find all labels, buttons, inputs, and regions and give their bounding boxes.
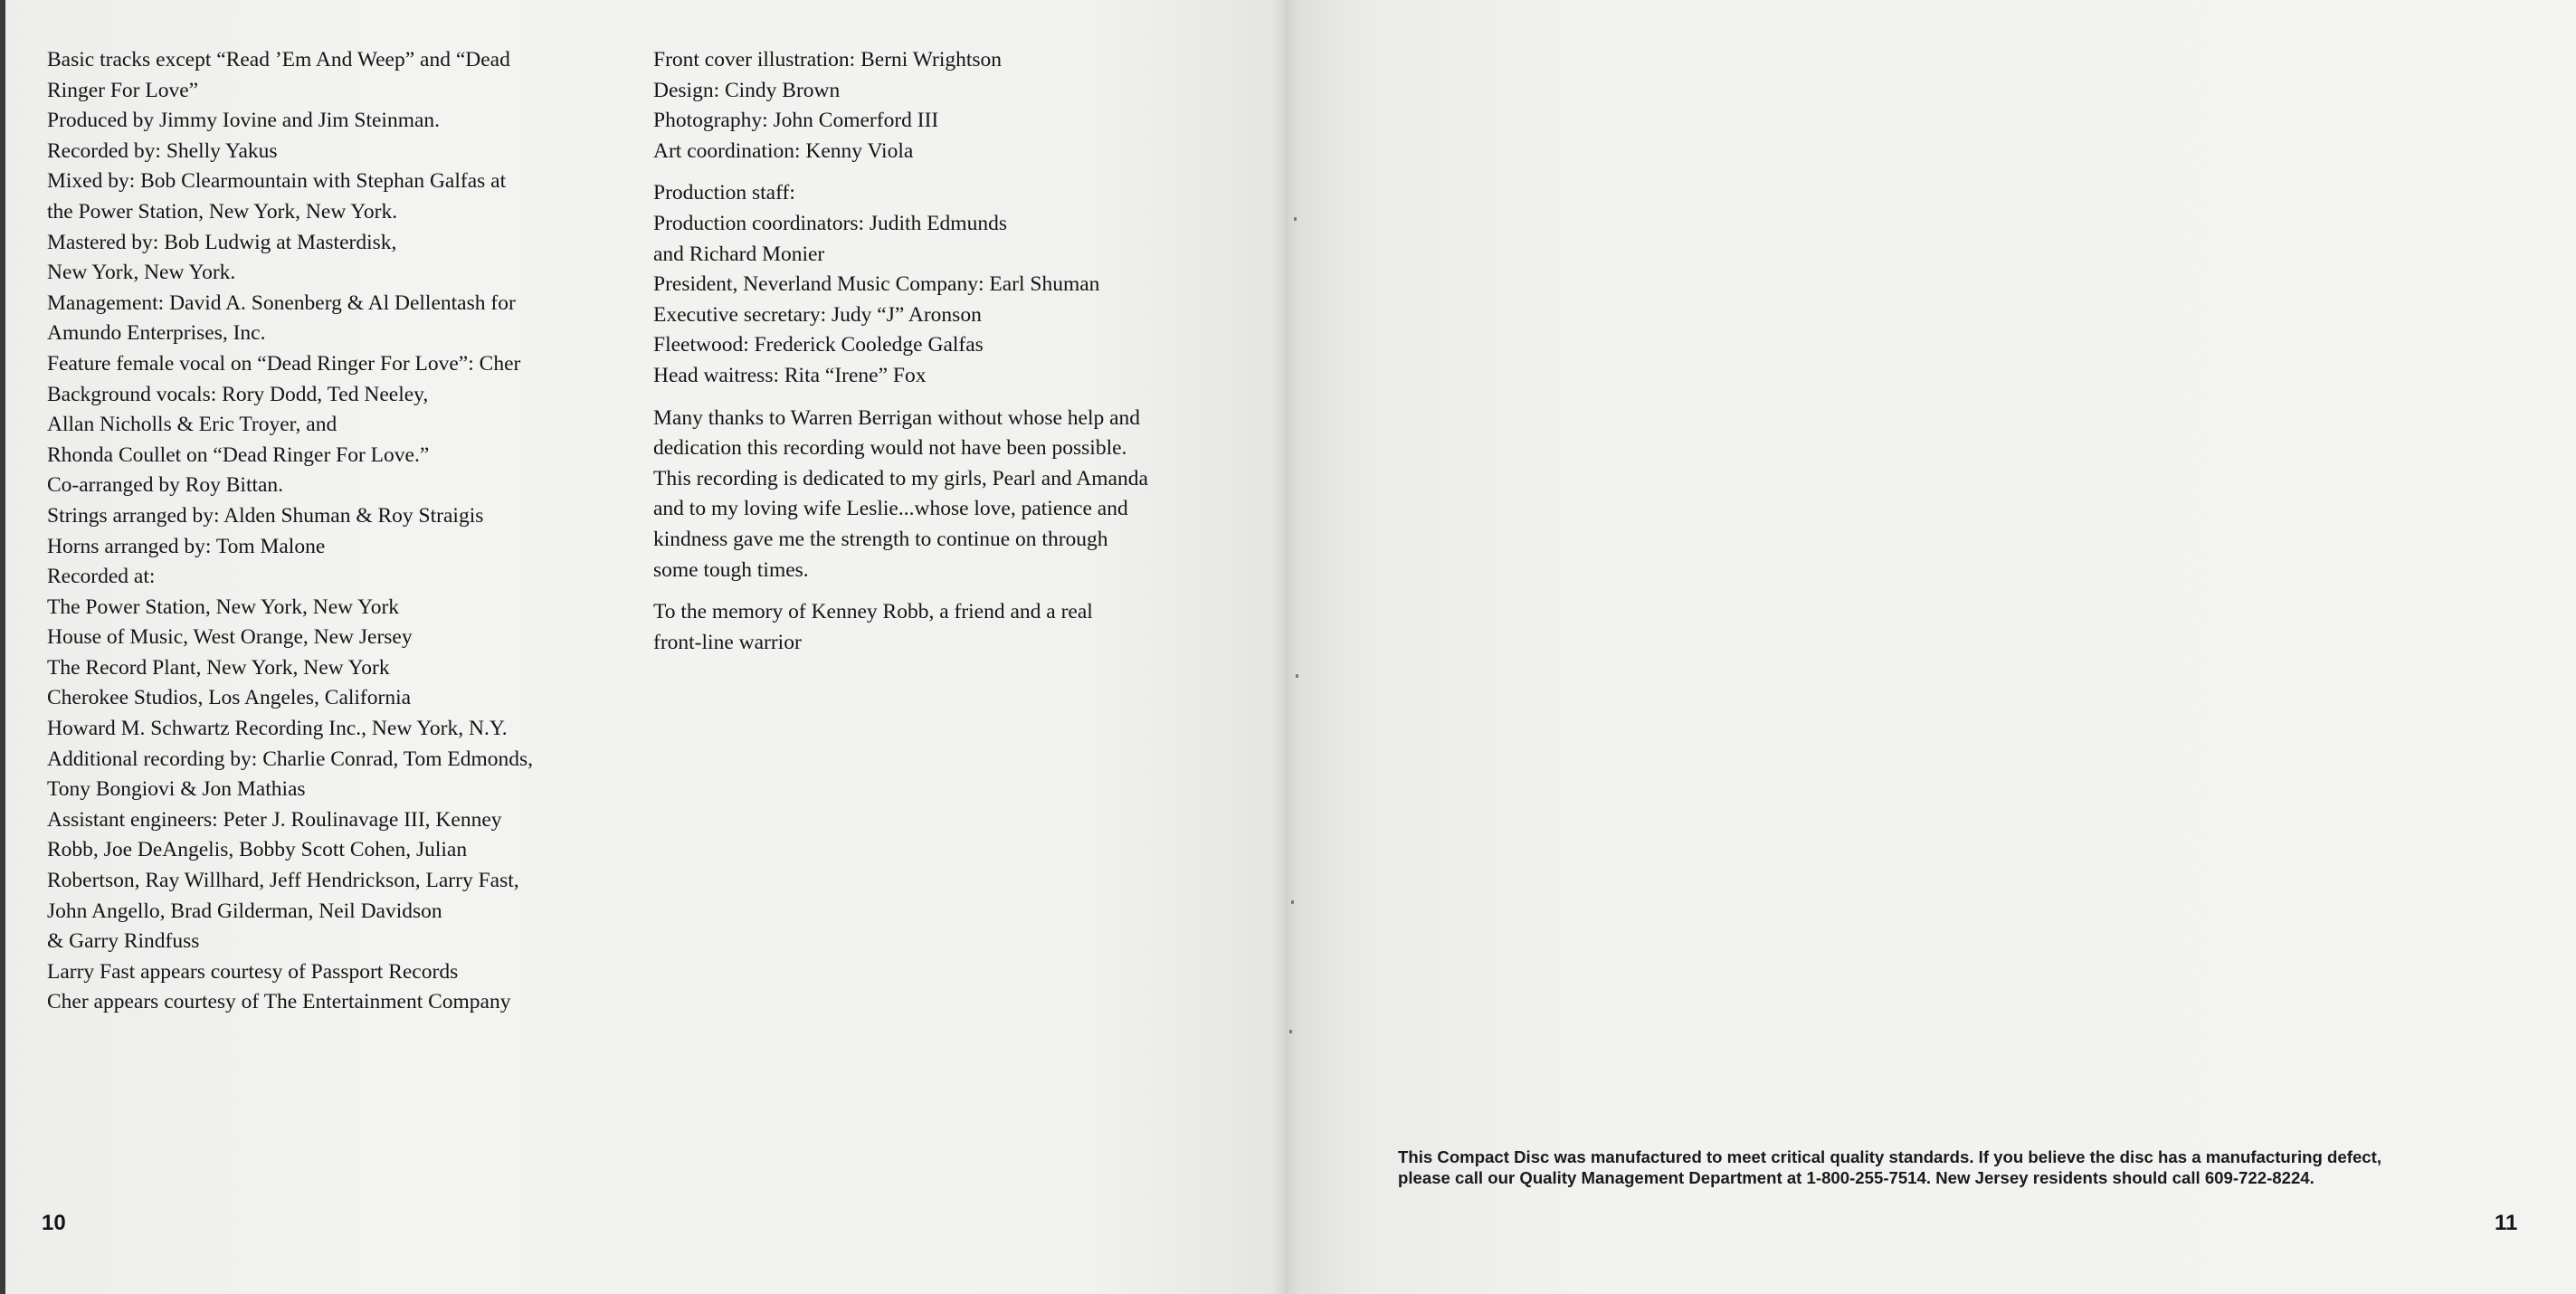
left-page	[0, 0, 1285, 1294]
credit-line: Management: David A. Sonenberg & Al Dellentash for	[47, 290, 516, 315]
credit-line: The Record Plant, New York, New York	[47, 655, 390, 680]
art-credit-line: Art coordination: Kenny Viola	[653, 138, 914, 163]
credit-line: Additional recording by: Charlie Conrad, Tom Edmonds,	[47, 747, 534, 771]
thanks-line: and to my loving wife Leslie...whose love, patience and	[653, 497, 1128, 521]
thanks-line: Many thanks to Warren Berrigan without whose help and	[653, 405, 1141, 430]
credit-line: Robertson, Ray Willhard, Jeff Hendrickson, Larry Fast,	[47, 869, 519, 893]
credit-line: House of Music, West Orange, New Jersey	[47, 625, 413, 650]
memorial-line: front-line warrior	[653, 630, 802, 654]
credit-line: The Power Station, New York, New York	[47, 595, 400, 619]
page-number-right: 11	[2495, 1211, 2518, 1235]
credit-line: Robb, Joe DeAngelis, Bobby Scott Cohen, Julian	[47, 838, 468, 862]
notice-line: please call our Quality Management Department at 1-800-255-7514. New Jersey residents should call 609-722-8224.	[1398, 1168, 2315, 1187]
credit-line: Recorded at:	[47, 565, 156, 589]
production-staff	[653, 178, 1232, 391]
page-number-left: 10	[42, 1211, 66, 1235]
credit-line: Produced by Jimmy Iovine and Jim Steinman.	[47, 109, 441, 133]
credit-line: Cherokee Studios, Los Angeles, California	[47, 686, 412, 710]
credit-line: Ringer For Love”	[47, 78, 199, 102]
credit-line: the Power Station, New York, New York.	[47, 199, 398, 224]
art-credits	[653, 45, 1232, 167]
thanks-line: This recording is dedicated to my girls, Pearl and Amanda	[653, 466, 1148, 490]
credit-line: John Angello, Brad Gilderman, Neil Davidson	[47, 899, 442, 923]
credit-line: & Garry Rindfuss	[47, 929, 200, 954]
credit-line: Allan Nicholls & Eric Troyer, and	[47, 413, 337, 437]
credit-line: Horns arranged by: Tom Malone	[47, 534, 326, 558]
thanks-line: some tough times.	[653, 557, 809, 582]
credit-line: Co-arranged by Roy Bittan.	[47, 473, 284, 498]
credit-line: Rhonda Coullet on “Dead Ringer For Love.”	[47, 442, 430, 467]
credit-line: Background vocals: Rory Dodd, Ted Neeley,	[47, 382, 429, 406]
credit-line: Recorded by: Shelly Yakus	[47, 138, 278, 163]
thanks-line: dedication this recording would not have been possible.	[653, 436, 1127, 461]
staff-line: Head waitress: Rita “Irene” Fox	[653, 363, 927, 387]
credit-line: Feature female vocal on “Dead Ringer For Love”: Cher	[47, 351, 521, 376]
quality-notice	[1398, 1147, 2484, 1188]
credit-line: Basic tracks except “Read ’Em And Weep” and “Dead	[47, 48, 510, 71]
thanks-paragraph	[653, 404, 1232, 586]
notice-line: This Compact Disc was manufactured to meet critical quality standards. If you believe the disc has a manufacturing defect,	[1398, 1147, 2381, 1166]
staff-line: President, Neverland Music Company: Earl Shuman	[653, 272, 1100, 297]
staff-line: and Richard Monier	[653, 242, 825, 266]
right-page	[1285, 0, 2576, 1294]
credits-column-1	[47, 45, 626, 1018]
art-credit-line: Design: Cindy Brown	[653, 78, 841, 102]
credit-line: Mastered by: Bob Ludwig at Masterdisk,	[47, 230, 397, 254]
credit-line: Strings arranged by: Alden Shuman & Roy Straigis	[47, 503, 484, 528]
credit-line: Mixed by: Bob Clearmountain with Stephan Galfas at	[47, 169, 507, 194]
staff-line: Fleetwood: Frederick Cooledge Galfas	[653, 333, 984, 357]
credit-line: Cher appears courtesy of The Entertainment Company	[47, 990, 511, 1014]
book-gutter	[1271, 0, 1298, 1294]
credit-line: Assistant engineers: Peter J. Roulinavage III, Kenney	[47, 807, 502, 832]
art-credit-line: Front cover illustration: Berni Wrightson	[653, 48, 1003, 71]
art-credit-line: Photography: John Comerford III	[653, 109, 939, 133]
thanks-line: kindness gave me the strength to continue on through	[653, 527, 1108, 551]
memorial-paragraph	[653, 597, 1232, 658]
staff-line: Production staff:	[653, 181, 795, 205]
credit-line: Larry Fast appears courtesy of Passport Records	[47, 959, 459, 984]
credit-line: Howard M. Schwartz Recording Inc., New York, N.Y.	[47, 717, 508, 741]
credit-line: New York, New York.	[47, 261, 236, 285]
memorial-line: To the memory of Kenney Robb, a friend and a real	[653, 600, 1093, 624]
credit-line: Amundo Enterprises, Inc.	[47, 321, 266, 346]
staff-line: Production coordinators: Judith Edmunds	[653, 211, 1007, 235]
staff-line: Executive secretary: Judy “J” Aronson	[653, 302, 982, 327]
credit-line: Tony Bongiovi & Jon Mathias	[47, 777, 306, 802]
credits-column-2	[653, 45, 1232, 658]
page-edge	[0, 0, 5, 1294]
